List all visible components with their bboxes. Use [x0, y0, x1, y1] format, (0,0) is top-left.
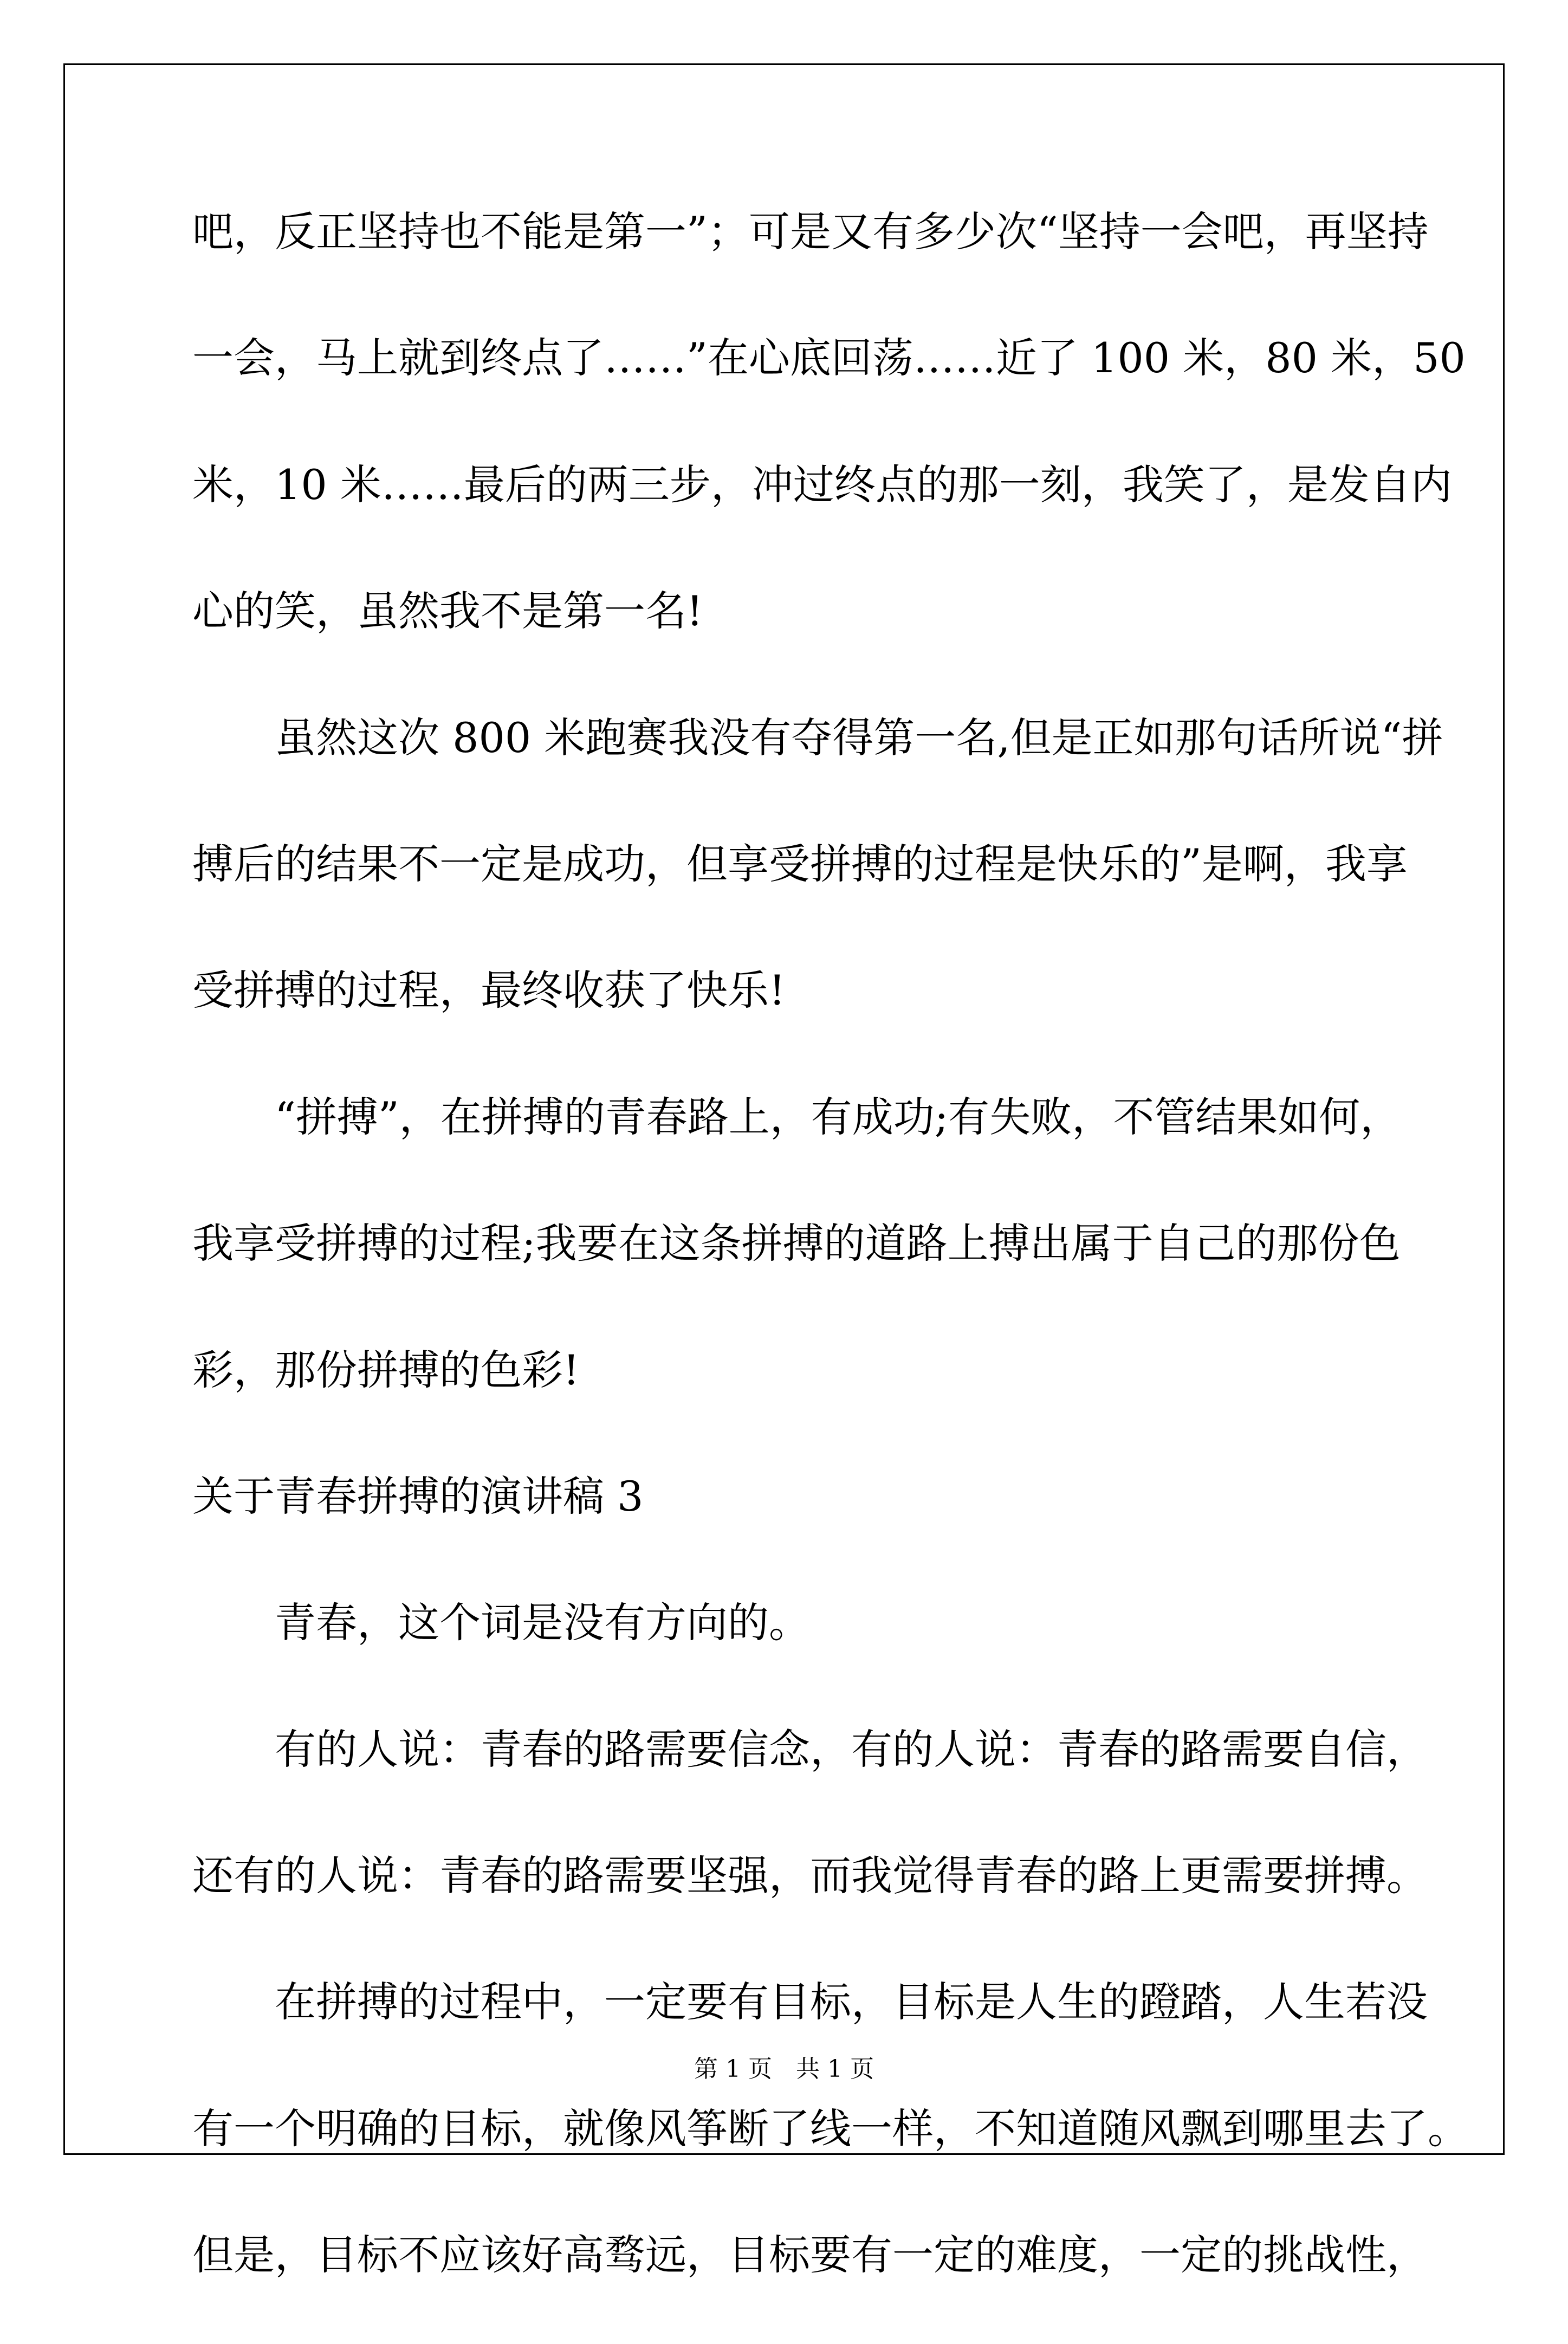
- text-line-12: 青春，这个词是没有方向的。: [192, 1598, 810, 1647]
- text-line-5: 虽然这次 800 米跑赛我没有夺得第一名,但是正如那句话所说“拼: [192, 713, 1443, 762]
- text-line-2: 一会，马上就到终点了……”在心底回荡……近了 100 米，80 米，50: [192, 334, 1466, 383]
- text-line-7: 受拼搏的过程，最终收获了快乐!: [192, 966, 786, 1015]
- text-line-9: 我享受拼搏的过程;我要在这条拼搏的道路上搏出属于自己的那份色: [192, 1219, 1401, 1268]
- text-line-4: 心的笑，虽然我不是第一名!: [192, 587, 703, 636]
- text-line-16: 有一个明确的目标，就像风筝断了线一样，不知道随风飘到哪里去了。: [192, 2104, 1469, 2153]
- section-heading: 关于青春拼搏的演讲稿 3: [192, 1472, 644, 1520]
- text-line-13: 有的人说：青春的路需要信念，有的人说：青春的路需要自信，: [192, 1725, 1428, 1773]
- text-line-17: 但是，目标不应该好高骛远，目标要有一定的难度，一定的挑战性，: [192, 2231, 1428, 2280]
- text-line-8: “拼搏”，在拼搏的青春路上，有成功;有失败，不管结果如何，: [192, 1092, 1402, 1141]
- text-line-10: 彩，那份拼搏的色彩!: [192, 1345, 580, 1394]
- text-line-15: 在拼搏的过程中，一定要有目标，目标是人生的蹬踏，人生若没: [192, 1978, 1428, 2026]
- page-indicator: 第 1 页 共 1 页: [694, 2055, 874, 2083]
- text-line-3: 米，10 米……最后的两三步，冲过终点的那一刻，我笑了，是发自内: [192, 460, 1452, 509]
- text-line-1: 吧，反正坚持也不能是第一”；可是又有多少次“坚持一会吧，再坚持: [192, 208, 1429, 256]
- text-line-6: 搏后的结果不一定是成功，但享受拼搏的过程是快乐的”是啊，我享: [192, 839, 1408, 888]
- document-body: [192, 194, 1469, 2344]
- text-line-14: 还有的人说：青春的路需要坚强，而我觉得青春的路上更需要拼搏。: [192, 1851, 1428, 1900]
